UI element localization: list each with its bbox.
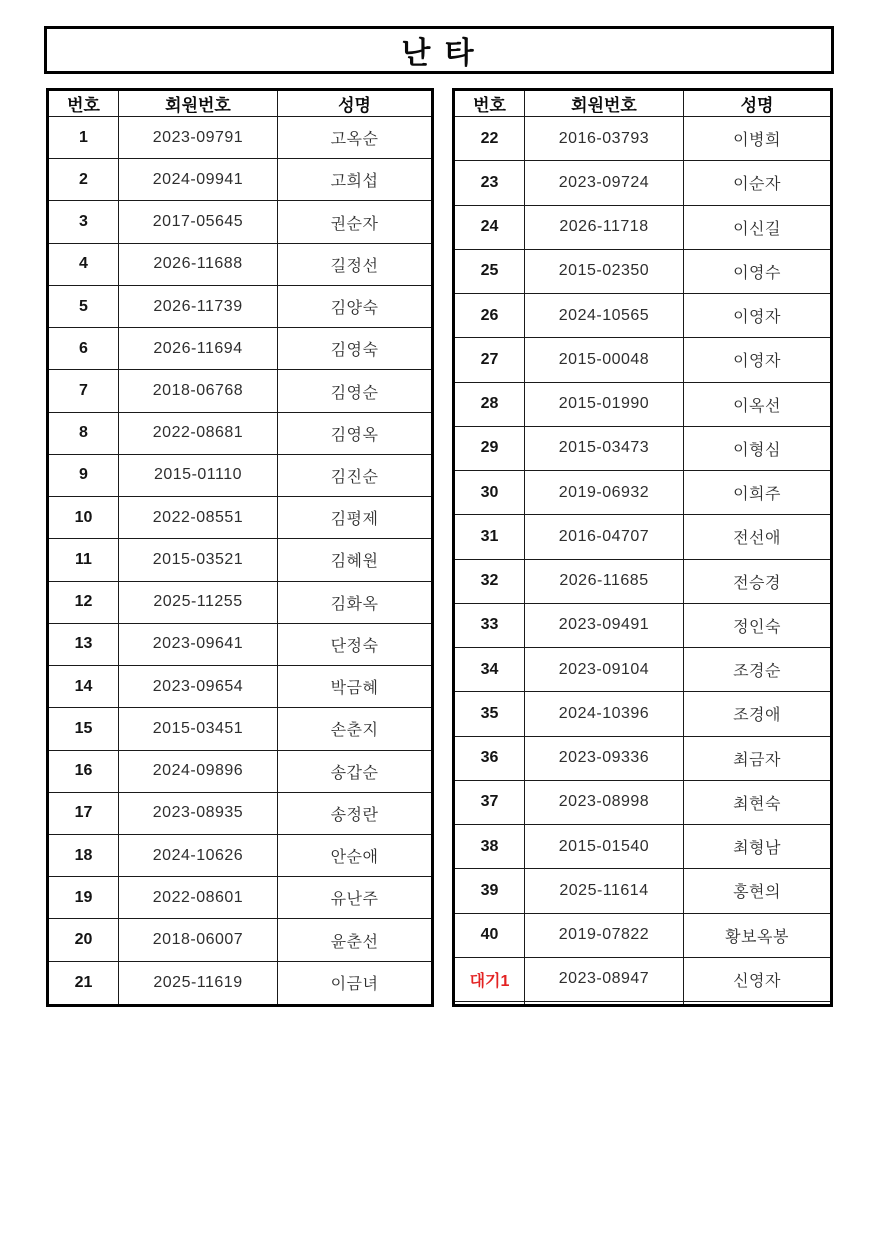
cell-name: 단정숙 xyxy=(278,623,433,665)
page-title: 난 타 xyxy=(401,37,477,70)
table-row xyxy=(48,328,433,370)
cell-no: 21 xyxy=(48,961,119,1005)
table-row xyxy=(48,159,433,201)
cell-no: 33 xyxy=(454,603,525,647)
cell-name: 정인숙 xyxy=(684,603,832,647)
header-member-no: 회원번호 xyxy=(119,90,278,117)
cell-name: 고희섭 xyxy=(278,159,433,201)
header-name: 성명 xyxy=(684,90,832,117)
cell-no: 23 xyxy=(454,161,525,205)
cell-no: 5 xyxy=(48,285,119,327)
cell-name: 길정선 xyxy=(278,243,433,285)
cell-name: 이희주 xyxy=(684,471,832,515)
table-row xyxy=(48,623,433,665)
cell-member: 2026-11688 xyxy=(119,243,278,285)
table-row xyxy=(454,736,832,780)
table-row xyxy=(454,338,832,382)
cell-name: 이옥선 xyxy=(684,382,832,426)
cell-no: 34 xyxy=(454,648,525,692)
cell-no: 18 xyxy=(48,834,119,876)
table-row xyxy=(454,471,832,515)
cell-member: 2015-01110 xyxy=(119,454,278,496)
cell-no: 9 xyxy=(48,454,119,496)
cell-name: 권순자 xyxy=(278,201,433,243)
cell-member: 2025-11619 xyxy=(119,961,278,1005)
table-row xyxy=(48,708,433,750)
table-row xyxy=(48,877,433,919)
cell-member: 2018-06007 xyxy=(119,919,278,961)
cell-member: 2023-09724 xyxy=(525,161,684,205)
cell-member: 2016-03793 xyxy=(525,117,684,161)
table-row xyxy=(454,205,832,249)
cell-name: 윤춘선 xyxy=(278,919,433,961)
cell-name: 김영옥 xyxy=(278,412,433,454)
cell-member: 2024-09896 xyxy=(119,750,278,792)
cell-name: 김화옥 xyxy=(278,581,433,623)
cell-name: 조경애 xyxy=(684,692,832,736)
cell-name: 고옥순 xyxy=(278,117,433,159)
table-row xyxy=(454,161,832,205)
cell-no: 31 xyxy=(454,515,525,559)
cell-name: 유난주 xyxy=(278,877,433,919)
cell-name: 조경순 xyxy=(684,648,832,692)
cell-member xyxy=(525,1002,684,1006)
cell-no: 12 xyxy=(48,581,119,623)
cell-member: 2017-05645 xyxy=(119,201,278,243)
member-table-right xyxy=(452,88,833,1007)
cell-member: 2019-06932 xyxy=(525,471,684,515)
table-row xyxy=(48,834,433,876)
cell-no: 6 xyxy=(48,328,119,370)
cell-name: 송정란 xyxy=(278,792,433,834)
cell-no: 24 xyxy=(454,205,525,249)
cell-no: 1 xyxy=(48,117,119,159)
cell-name: 안순애 xyxy=(278,834,433,876)
cell-no: 40 xyxy=(454,913,525,957)
table-row xyxy=(454,294,832,338)
cell-no: 36 xyxy=(454,736,525,780)
cell-name: 김평제 xyxy=(278,497,433,539)
cell-member: 2023-08947 xyxy=(525,957,684,1001)
title-box xyxy=(44,26,834,74)
cell-member: 2016-04707 xyxy=(525,515,684,559)
cell-no: 38 xyxy=(454,825,525,869)
cell-name: 최금자 xyxy=(684,736,832,780)
cell-name: 이영자 xyxy=(684,294,832,338)
cell-no: 8 xyxy=(48,412,119,454)
cell-name: 황보옥봉 xyxy=(684,913,832,957)
header-no: 번호 xyxy=(454,90,525,117)
cell-member: 2023-08935 xyxy=(119,792,278,834)
cell-member: 2015-03521 xyxy=(119,539,278,581)
cell-name: 김혜원 xyxy=(278,539,433,581)
cell-member: 2023-08998 xyxy=(525,780,684,824)
cell-no: 39 xyxy=(454,869,525,913)
table-row xyxy=(48,581,433,623)
cell-name: 이순자 xyxy=(684,161,832,205)
cell-member: 2026-11739 xyxy=(119,285,278,327)
table-row xyxy=(48,497,433,539)
table-row xyxy=(454,515,832,559)
header-member-no: 회원번호 xyxy=(525,90,684,117)
cell-name: 이영수 xyxy=(684,249,832,293)
cell-no: 3 xyxy=(48,201,119,243)
cell-member: 2026-11685 xyxy=(525,559,684,603)
table-row xyxy=(48,666,433,708)
cell-member: 2023-09791 xyxy=(119,117,278,159)
table-row xyxy=(454,692,832,736)
table-row xyxy=(48,539,433,581)
cell-member: 2023-09641 xyxy=(119,623,278,665)
table-row xyxy=(454,825,832,869)
cell-name: 이영자 xyxy=(684,338,832,382)
cell-member: 2022-08551 xyxy=(119,497,278,539)
cell-no: 대기1 xyxy=(454,957,525,1001)
cell-name: 김영순 xyxy=(278,370,433,412)
table-row xyxy=(454,648,832,692)
table-row xyxy=(48,750,433,792)
header-no: 번호 xyxy=(48,90,119,117)
header-name: 성명 xyxy=(278,90,433,117)
cell-no: 19 xyxy=(48,877,119,919)
cell-member: 2019-07822 xyxy=(525,913,684,957)
cell-member: 2023-09104 xyxy=(525,648,684,692)
table-row xyxy=(48,370,433,412)
cell-no: 15 xyxy=(48,708,119,750)
cell-name xyxy=(684,1002,832,1006)
table-row xyxy=(454,117,832,161)
cell-member: 2022-08681 xyxy=(119,412,278,454)
cell-member: 2023-09336 xyxy=(525,736,684,780)
cell-no: 10 xyxy=(48,497,119,539)
cell-member: 2015-00048 xyxy=(525,338,684,382)
table-row xyxy=(48,961,433,1005)
cell-member: 2015-01540 xyxy=(525,825,684,869)
cell-member: 2018-06768 xyxy=(119,370,278,412)
cell-member: 2023-09491 xyxy=(525,603,684,647)
cell-no: 4 xyxy=(48,243,119,285)
cell-no: 35 xyxy=(454,692,525,736)
table-row xyxy=(48,201,433,243)
table-row xyxy=(454,913,832,957)
cell-no: 13 xyxy=(48,623,119,665)
cell-name: 이병희 xyxy=(684,117,832,161)
cell-member: 2015-03451 xyxy=(119,708,278,750)
table-row xyxy=(48,117,433,159)
cell-name: 김양숙 xyxy=(278,285,433,327)
cell-name: 이금녀 xyxy=(278,961,433,1005)
cell-no: 7 xyxy=(48,370,119,412)
table-row xyxy=(454,249,832,293)
table-row xyxy=(48,792,433,834)
cell-no: 29 xyxy=(454,426,525,470)
cell-member: 2015-01990 xyxy=(525,382,684,426)
table-header-row xyxy=(454,90,832,117)
cell-member: 2025-11614 xyxy=(525,869,684,913)
cell-name: 전승경 xyxy=(684,559,832,603)
table-row xyxy=(454,780,832,824)
cell-no: 14 xyxy=(48,666,119,708)
cell-member: 2015-03473 xyxy=(525,426,684,470)
table-row xyxy=(454,1002,832,1006)
cell-member: 2024-10565 xyxy=(525,294,684,338)
cell-no: 30 xyxy=(454,471,525,515)
cell-no: 22 xyxy=(454,117,525,161)
cell-name: 홍현의 xyxy=(684,869,832,913)
cell-name: 손춘지 xyxy=(278,708,433,750)
cell-no: 16 xyxy=(48,750,119,792)
table-row xyxy=(48,919,433,961)
table-row xyxy=(48,285,433,327)
cell-member: 2026-11694 xyxy=(119,328,278,370)
cell-member: 2024-10396 xyxy=(525,692,684,736)
table-row xyxy=(48,454,433,496)
cell-no: 25 xyxy=(454,249,525,293)
table-row xyxy=(454,426,832,470)
cell-no: 32 xyxy=(454,559,525,603)
table-row xyxy=(48,412,433,454)
cell-member: 2024-10626 xyxy=(119,834,278,876)
cell-no xyxy=(454,1002,525,1006)
cell-no: 2 xyxy=(48,159,119,201)
cell-member: 2022-08601 xyxy=(119,877,278,919)
cell-name: 최현숙 xyxy=(684,780,832,824)
cell-name: 김영숙 xyxy=(278,328,433,370)
cell-no: 20 xyxy=(48,919,119,961)
cell-member: 2015-02350 xyxy=(525,249,684,293)
cell-name: 이형심 xyxy=(684,426,832,470)
cell-member: 2025-11255 xyxy=(119,581,278,623)
cell-name: 이신길 xyxy=(684,205,832,249)
cell-member: 2023-09654 xyxy=(119,666,278,708)
cell-no: 27 xyxy=(454,338,525,382)
cell-name: 박금혜 xyxy=(278,666,433,708)
cell-no: 11 xyxy=(48,539,119,581)
cell-name: 송갑순 xyxy=(278,750,433,792)
cell-name: 신영자 xyxy=(684,957,832,1001)
cell-member: 2024-09941 xyxy=(119,159,278,201)
table-row xyxy=(454,957,832,1001)
table-row xyxy=(454,382,832,426)
cell-name: 최형남 xyxy=(684,825,832,869)
cell-name: 전선애 xyxy=(684,515,832,559)
table-header-row xyxy=(48,90,433,117)
table-row xyxy=(454,869,832,913)
table-row xyxy=(454,603,832,647)
member-table-right-body xyxy=(454,117,832,1006)
cell-no: 26 xyxy=(454,294,525,338)
member-table-left-body xyxy=(48,117,433,1006)
cell-name: 김진순 xyxy=(278,454,433,496)
cell-no: 37 xyxy=(454,780,525,824)
table-row xyxy=(48,243,433,285)
member-table-left xyxy=(46,88,434,1007)
table-row xyxy=(454,559,832,603)
cell-no: 28 xyxy=(454,382,525,426)
cell-member: 2026-11718 xyxy=(525,205,684,249)
cell-no: 17 xyxy=(48,792,119,834)
